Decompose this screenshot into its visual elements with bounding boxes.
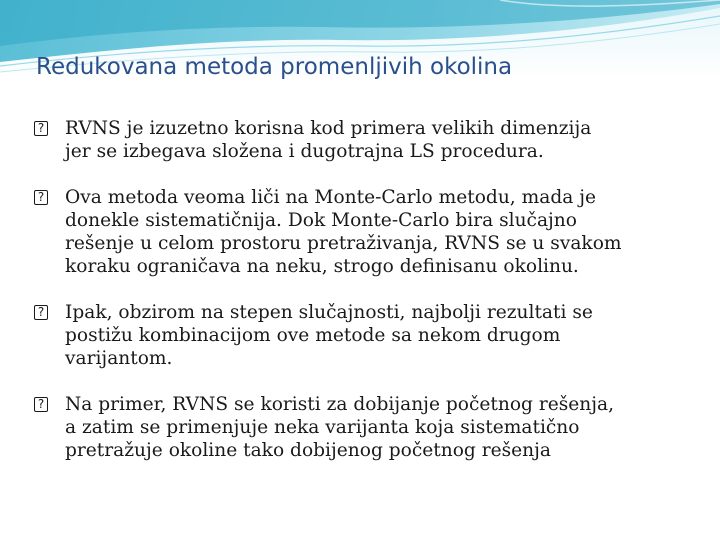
bullet-text-line: koraku ograničava na neku, strogo definisanu okolinu. xyxy=(65,256,579,277)
bullet-marker-icon: ? xyxy=(34,305,48,320)
bullet-text-line: a zatim se primenjuje neka varijanta koja sistematično xyxy=(65,417,580,438)
bullet-marker-icon: ? xyxy=(34,397,48,412)
bullet-item-2 xyxy=(34,186,684,278)
bullet-text-line: jer se izbegava složena i dugotrajna LS procedura. xyxy=(65,141,544,162)
bullet-marker-icon: ? xyxy=(34,190,48,205)
bullet-text-line: varijantom. xyxy=(65,348,173,369)
slide-title: Redukovana metoda promenljivih okolina xyxy=(36,54,513,80)
bullet-text-line: postižu kombinacijom ove metode sa nekom drugom xyxy=(65,325,561,346)
bullet-text-line: RVNS je izuzetno korisna kod primera velikih dimenzija xyxy=(65,118,592,139)
bullet-list xyxy=(34,117,684,462)
bullet-text-line: donekle sistematičnija. Dok Monte-Carlo bira slučajno xyxy=(65,210,577,231)
bullet-item-4 xyxy=(34,393,684,462)
bullet-item-1 xyxy=(34,117,684,163)
bullet-text-line: Ipak, obzirom na stepen slučajnosti, najbolji rezultati se xyxy=(65,302,593,323)
bullet-text-line: Na primer, RVNS se koristi za dobijanje početnog rešenja, xyxy=(65,394,614,415)
bullet-item-3 xyxy=(34,301,684,370)
bullet-text-line: pretražuje okoline tako dobijenog početnog rešenja xyxy=(65,440,551,461)
bullet-text-line: Ova metoda veoma liči na Monte-Carlo metodu, mada je xyxy=(65,187,597,208)
bullet-text-line: rešenje u celom prostoru pretraživanja, RVNS se u svakom xyxy=(65,233,622,254)
bullet-marker-icon: ? xyxy=(34,121,48,136)
